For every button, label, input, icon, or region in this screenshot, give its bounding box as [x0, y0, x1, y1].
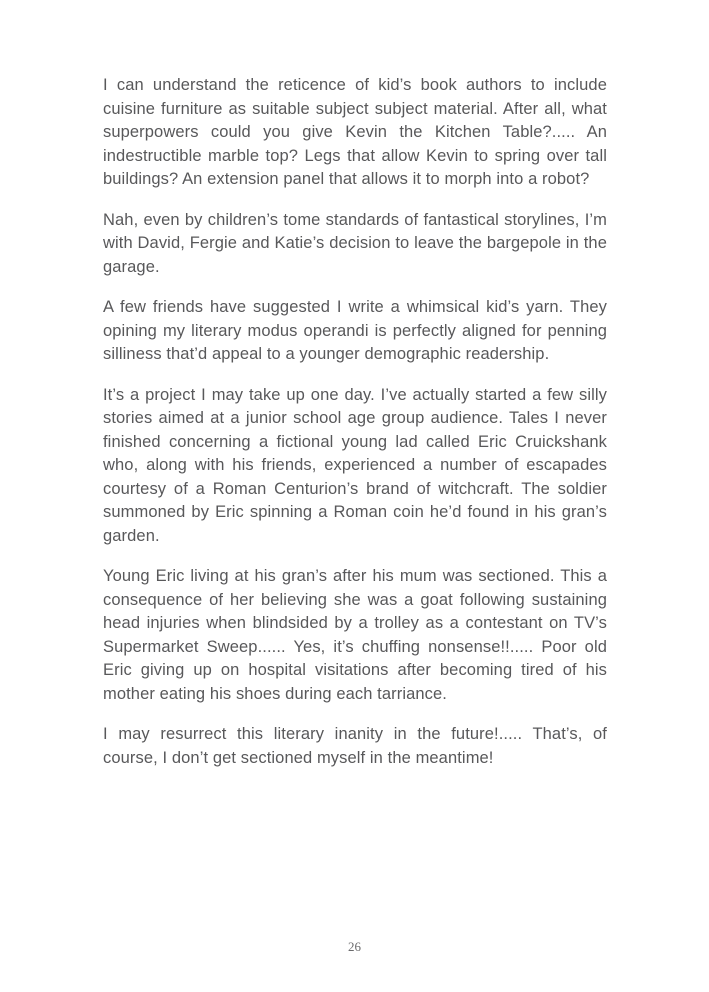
paragraph: I can understand the reticence of kid’s book authors to include cuisine furniture as suitable subject subject material. After all, what superpowers could you give Kevin the Kitchen Table?..... An indestructible marble top? Legs that allow Kevin to spring over tall buildings? An extension panel that allows it to morph into a robot? [103, 76, 607, 188]
paragraph: A few friends have suggested I write a whimsical kid’s yarn. They opining my literary modus operandi is perfectly aligned for penning silliness that’d appeal to a younger demographic readership. [103, 298, 607, 363]
paragraph: It’s a project I may take up one day. I’ve actually started a few silly stories aimed at a junior school age group audience. Tales I never finished concerning a fictional young lad called Eric Cruickshank who, along with his friends, experienced a number of escapades courtesy of a Roman Centurion’s brand of witchcraft. The soldier summoned by Eric spinning a Roman coin he’d found in his gran’s garden. [103, 385, 607, 545]
paragraph: Young Eric living at his gran’s after his mum was sectioned. This a consequence of her believing she was a goat following sustaining head injuries when blindsided by a trolley as a contestant on TV’s Supermarket Sweep...... Yes, it’s chuffing nonsense!!..... Poor old Eric giving up on hospital visitations after becoming tired of his mother eating his shoes during each tarriance. [103, 567, 607, 703]
text-block [103, 74, 607, 787]
page-number: 26 [348, 939, 361, 954]
paragraph: I may resurrect this literary inanity in the future!..... That’s, of course, I don’t get sectioned myself in the meantime! [103, 725, 607, 767]
paragraph: Nah, even by children’s tome standards of fantastical storylines, I’m with David, Fergie and Katie’s decision to leave the bargepole in the garage. [103, 210, 607, 276]
